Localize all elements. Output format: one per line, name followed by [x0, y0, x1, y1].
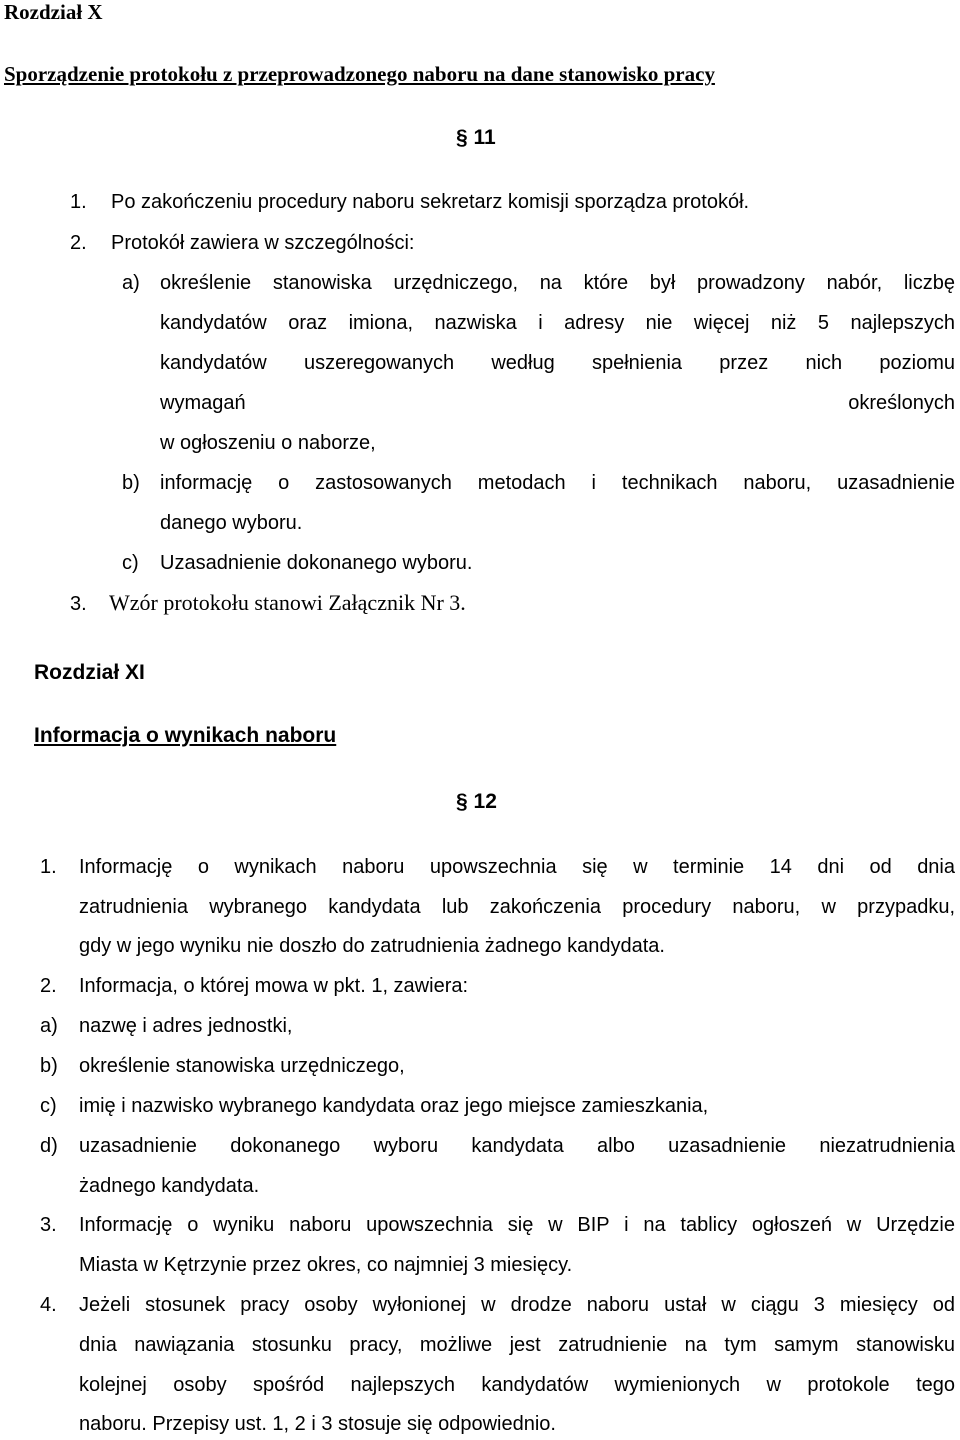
- item-text-line: naboru. Przepisy ust. 1, 2 i 3 stosuje się odpowiednio.: [79, 1413, 556, 1435]
- letter-text: imię i nazwisko wybranego kandydata oraz jego miejsce zamieszkania,: [79, 1095, 709, 1117]
- item-text-line: Miasta w Kętrzynie przez okres, co najmniej 3 miesięcy.: [79, 1254, 573, 1276]
- item-number: 3.: [70, 593, 87, 615]
- subitem-label: c): [122, 552, 139, 574]
- chapter-xi-title: Informacja o wynikach naboru: [34, 724, 337, 747]
- item-number: 2.: [70, 232, 87, 254]
- item-text-line: dnia nawiązania stosunku pracy, możliwe jest zatrudnienie na tym samym stanowisku: [79, 1334, 955, 1356]
- item-number: 1.: [40, 856, 57, 878]
- item-number: 1.: [70, 191, 87, 213]
- item-text-line: zatrudnienia wybranego kandydata lub zakończenia procedury naboru, w przypadku,: [79, 896, 955, 918]
- item-text-line: Informację o wyniku naboru upowszechnia się w BIP i na tablicy ogłoszeń w Urzędzie: [79, 1214, 955, 1236]
- letter-label: a): [40, 1015, 58, 1037]
- item-text: Wzór protokołu stanowi Załącznik Nr 3.: [109, 590, 466, 615]
- letter-label: d): [40, 1135, 58, 1157]
- section-11-heading: § 11: [456, 126, 496, 149]
- letter-label: b): [40, 1055, 58, 1077]
- item-text-line: kolejnej osoby spośród najlepszych kandydatów wymienionych w protokole tego: [79, 1374, 955, 1396]
- item-text-line: Jeżeli stosunek pracy osoby wyłonionej w drodze naboru ustał w ciągu 3 miesięcy od: [79, 1294, 955, 1316]
- subitem-text-line: Uzasadnienie dokonanego wyboru.: [160, 552, 473, 574]
- chapter-xi-heading: Rozdział XI: [34, 661, 145, 684]
- chapter-x-heading: Rozdział X: [4, 0, 103, 24]
- subitem-label: b): [122, 472, 140, 494]
- subitem-text-line: danego wyboru.: [160, 512, 303, 534]
- section-12-heading: § 12: [456, 790, 497, 813]
- item-number: 3.: [40, 1214, 57, 1236]
- item-text: Informacja, o której mowa w pkt. 1, zawiera:: [79, 975, 469, 997]
- letter-text-line: uzasadnienie dokonanego wyboru kandydata albo uzasadnienie niezatrudnienia: [79, 1135, 955, 1157]
- subitem-text-line: wymagań określonych: [160, 392, 955, 414]
- item-text-line: Informację o wynikach naboru upowszechnia się w terminie 14 dni od dnia: [79, 856, 955, 878]
- subitem-text-line: kandydatów oraz imiona, nazwiska i adresy nie więcej niż 5 najlepszych: [160, 312, 955, 334]
- letter-text: nazwę i adres jednostki,: [79, 1015, 293, 1037]
- item-number: 4.: [40, 1294, 57, 1316]
- item-text: Protokół zawiera w szczególności:: [111, 232, 415, 254]
- subitem-text-line: określenie stanowiska urzędniczego, na które był prowadzony nabór, liczbę: [160, 272, 955, 294]
- item-text: Po zakończeniu procedury naboru sekretarz komisji sporządza protokół.: [111, 191, 750, 213]
- subitem-text-line: w ogłoszeniu o naborze,: [160, 432, 376, 454]
- item-text-line: gdy w jego wyniku nie doszło do zatrudnienia żadnego kandydata.: [79, 935, 665, 957]
- subitem-text-line: informację o zastosowanych metodach i technikach naboru, uzasadnienie: [160, 472, 955, 494]
- item-number: 2.: [40, 975, 57, 997]
- letter-text-line: żadnego kandydata.: [79, 1175, 260, 1197]
- letter-label: c): [40, 1095, 57, 1117]
- letter-text: określenie stanowiska urzędniczego,: [79, 1055, 405, 1077]
- subitem-text-line: kandydatów uszeregowanych według spełnienia przez nich poziomu: [160, 352, 955, 374]
- subitem-label: a): [122, 272, 140, 294]
- chapter-x-title: Sporządzenie protokołu z przeprowadzonego naboru na dane stanowisko pracy: [4, 62, 715, 86]
